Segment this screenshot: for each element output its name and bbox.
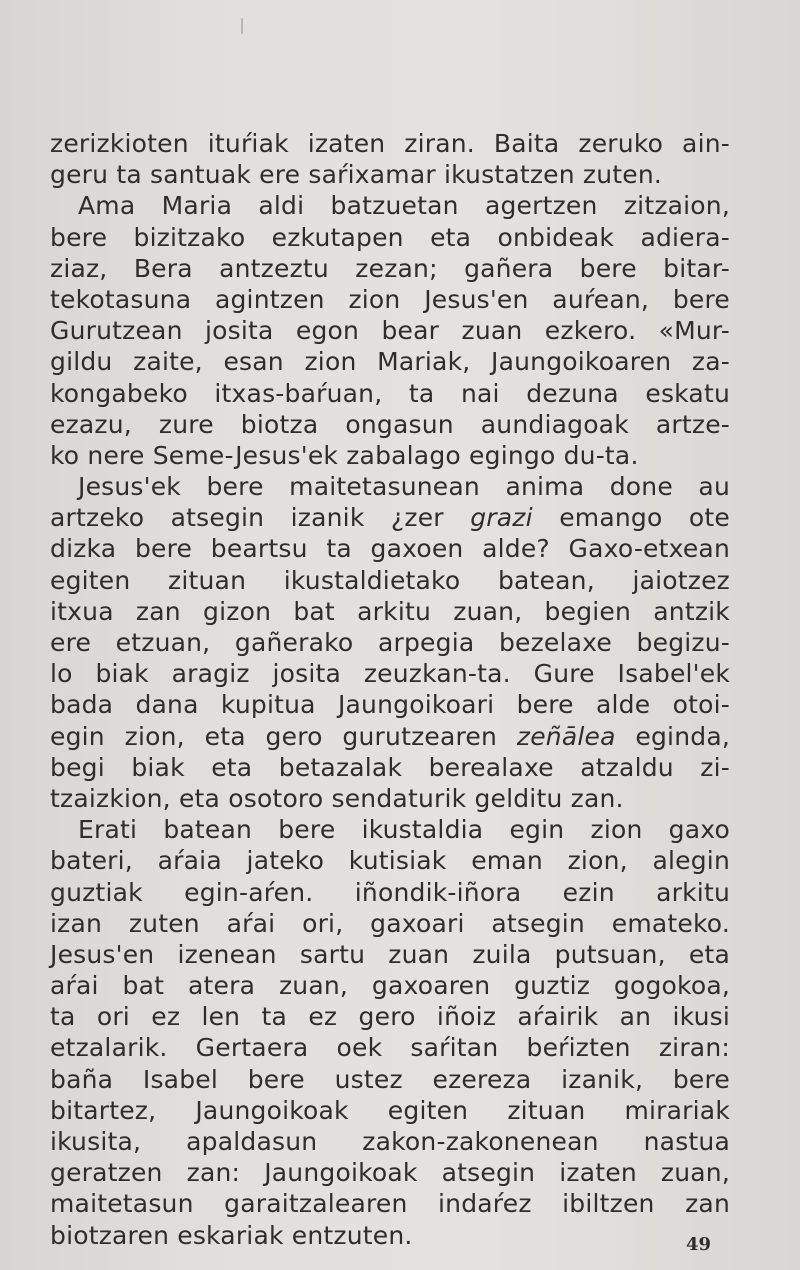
text-line: geratzen zan: Jaungoikoak atsegin izaten zuan,: [50, 1158, 730, 1188]
text-line: ziaz, Bera antzeztu zezan; gañera bere bitar-: [50, 253, 730, 283]
text-line: egiten zituan ikustaldietako batean, jaiotzez: [50, 565, 730, 595]
text-line: begi biak eta betazalak berealaxe atzaldu zi-: [50, 752, 730, 782]
text-line: aŕai bat atera zuan, gaxoaren guztiz gogokoa,: [50, 971, 730, 1001]
text-line: Erati batean bere ikustaldia egin zion gaxo: [78, 815, 730, 845]
text-line: gildu zaite, esan zion Mariak, Jaungoikoaren za-: [50, 347, 730, 377]
text-line: etzalarik. Gertaera oek saŕitan beŕizten ziran:: [50, 1033, 730, 1063]
text-line: maitetasun garaitzalearen indaŕez ibiltzen zan: [50, 1189, 730, 1219]
text-line: geru ta santuak ere saŕixamar ikustatzen zuten.: [50, 160, 663, 190]
text-line: lo biak aragiz josita zeuzkan-ta. Gure Isabel'ek: [50, 659, 730, 689]
text-line: tekotasuna agintzen zion Jesus'en auŕean, bere: [50, 284, 730, 314]
page-number: 49: [686, 1234, 712, 1255]
text-line: Jesus'en izenean sartu zuan zuila putsuan, eta: [50, 939, 730, 969]
text-line: ta ori ez len ta ez gero iñoiz aŕairik an ikusi: [50, 1002, 730, 1032]
text-line: ko nere Seme-Jesus'ek zabalago egingo du-ta.: [50, 440, 639, 470]
text-line: bateri, aŕaia jateko kutisiak eman zion, alegin: [50, 846, 730, 876]
text-line: ere etzuan, gañerako arpegia bezelaxe begizu-: [50, 628, 730, 657]
text-line: Ama Maria aldi batzuetan agertzen zitzaion,: [78, 191, 730, 221]
text-line: artzeko atsegin izanik ¿zer grazi emango ote: [50, 503, 730, 533]
text-line: biotzaren eskariak entzuten.: [50, 1220, 413, 1250]
text-line: Gurutzean josita egon bear zuan ezkero. «Mur-: [50, 316, 730, 346]
text-line: ezazu, zure biotza ongasun aundiagoak artze-: [50, 409, 730, 439]
text-line: kongabeko itxas-baŕuan, ta nai dezuna eskatu: [50, 378, 730, 408]
text-line: dizka bere beartsu ta gaxoen alde? Gaxo-etxean: [50, 534, 730, 564]
text-line: tzaizkion, eta osotoro sendaturik gelditu zan.: [50, 783, 624, 813]
text-line: bada dana kupitua Jaungoikoari bere alde otoi-: [50, 690, 730, 720]
italic-word: grazi: [470, 503, 533, 533]
text-line: bere bizitzako ezkutapen eta onbideak adiera-: [50, 222, 730, 252]
text-line: egin zion, eta gero gurutzearen zeñālea eginda,: [50, 721, 730, 751]
text-line: ikusita, apaldasun zakon-zakonenean nastua: [50, 1127, 730, 1156]
text-line: izan zuten aŕai ori, gaxoari atsegin emateko.: [50, 908, 730, 938]
text-line: Jesus'ek bere maitetasunean anima done au: [78, 472, 730, 502]
stray-mark: [241, 18, 243, 34]
text-line: itxua zan gizon bat arkitu zuan, begien antzik: [50, 596, 730, 626]
text-line: bitartez, Jaungoikoak egiten zituan mirariak: [50, 1095, 730, 1125]
text-line: guztiak egin-aŕen. iñondik-iñora ezin arkitu: [50, 877, 730, 907]
italic-word: zeñālea: [516, 721, 616, 751]
text-line: baña Isabel bere ustez ezereza izanik, bere: [50, 1064, 730, 1094]
body-text: [50, 128, 730, 1251]
text-line: zerizkioten ituŕiak izaten ziran. Baita zeruko ain-: [50, 129, 730, 158]
